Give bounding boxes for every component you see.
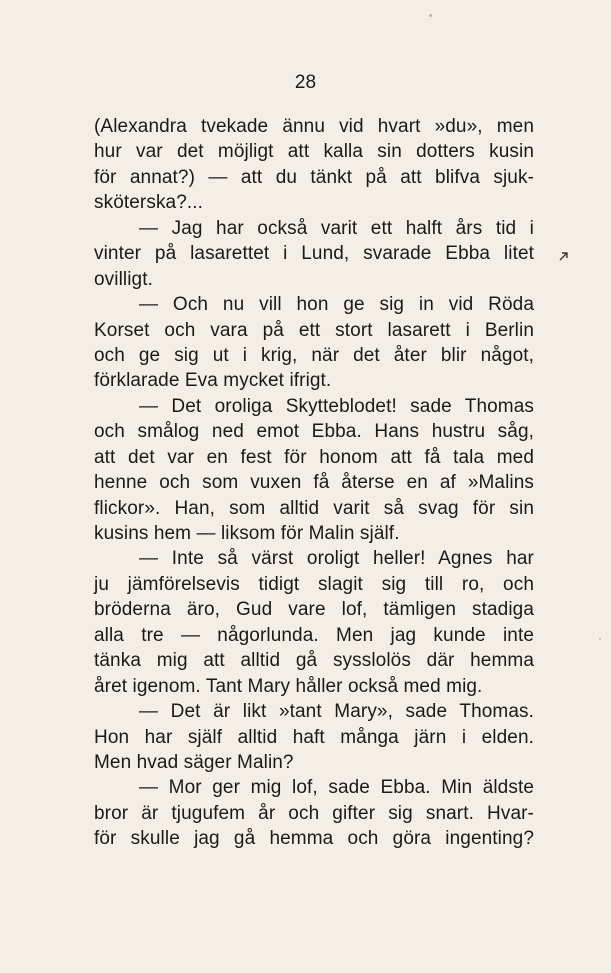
text-line: att det var en fest för honom att få tala med xyxy=(94,446,534,468)
text-line: Hon har själf alltid haft många järn i elden. xyxy=(94,726,534,748)
text-line: hur var det möjligt att kalla sin dotters kusin xyxy=(94,141,534,163)
text-line: — Och nu vill hon ge sig in vid Röda xyxy=(139,294,534,316)
text-line: förklarade Eva mycket ifrigt. xyxy=(94,370,332,392)
margin-mark xyxy=(559,252,568,261)
text-line: ovilligt. xyxy=(94,268,153,290)
body-text xyxy=(94,114,534,852)
text-line: Men hvad säger Malin? xyxy=(94,751,294,773)
text-line: sköterska?... xyxy=(94,192,204,214)
text-line: (Alexandra tvekade ännu vid hvart »du», men xyxy=(94,116,534,137)
text-line: bror är tjugufem år och gifter sig snart. Hvar- xyxy=(94,802,534,824)
text-line: — Det oroliga Skytteblodet! sade Thomas xyxy=(139,395,534,417)
text-line: året igenom. Tant Mary håller också med mig. xyxy=(94,675,483,697)
text-line: för skulle jag gå hemma och göra ingenting? xyxy=(94,828,534,850)
text-line: Korset och vara på ett stort lasarett i Berlin xyxy=(94,319,534,341)
text-line: — Mor ger mig lof, sade Ebba. Min äldste xyxy=(139,777,534,799)
paper-speck xyxy=(599,638,601,640)
text-line: ju jämförelsevis tidigt slagit sig till ro, och xyxy=(94,573,534,595)
text-line: och ge sig ut i krig, när det åter blir något, xyxy=(94,344,534,366)
text-line: kusins hem — liksom för Malin själf. xyxy=(94,523,400,544)
paper-speck xyxy=(429,14,432,17)
text-line: vinter på lasarettet i Lund, svarade Ebba litet xyxy=(94,243,534,265)
text-line: alla tre — någorlunda. Men jag kunde inte xyxy=(94,624,534,646)
text-line: för annat?) — att du tänkt på att blifva sjuk- xyxy=(94,166,534,188)
text-line: bröderna äro, Gud vare lof, tämligen stadiga xyxy=(94,599,534,621)
text-line: — Inte så värst oroligt heller! Agnes har xyxy=(139,548,534,570)
page-number: 28 xyxy=(294,72,317,93)
text-line: tänka mig att alltid gå sysslolös där hemma xyxy=(94,650,534,672)
text-line: — Jag har också varit ett halft års tid i xyxy=(139,217,534,239)
text-line: flickor». Han, som alltid varit så svag för sin xyxy=(94,497,534,519)
text-line: — Det är likt »tant Mary», sade Thomas. xyxy=(139,701,534,723)
text-line: henne och som vuxen få återse en af »Malins xyxy=(94,472,534,494)
text-line: och smålog ned emot Ebba. Hans hustru såg, xyxy=(94,421,534,443)
